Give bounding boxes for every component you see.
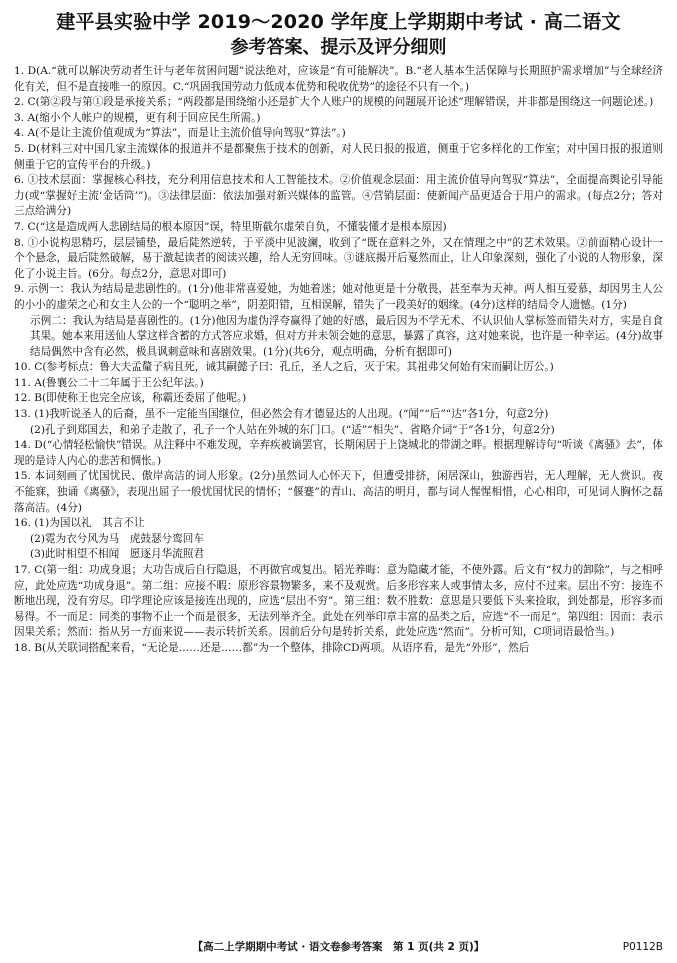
answer-item-4: 4. A(不是让主流价值观成为“算法”，而是让主流价值导向驾驭“算法”。) [14,127,346,140]
answer-item-3: 3. A(缩小个人帐户的规模，更有利于回应民生所需。) [14,111,261,124]
answer-item-8: 8. ①小说构思精巧，层层铺垫，最后陡然逆转，于平淡中见波澜，收到了“既在意料之外，又在情理之中”的艺术效果。②前面精心设计一个个悬念，最后陡然破解，易于激起读者的阅读兴趣，给人无穷回味。③谜底揭开后戛然而止，让人印象深刻，强化了小说的人物形象，深化了小说主旨。(6分。每点2分，意思对即可) [14,236,663,280]
answer-item-5: 5. D(材料三对中国几家主流媒体的报道并不是都聚焦于技术的创新，对人民日报的报道，侧重于它多样化的工作室；对中国日报的报道则侧重于它的宣传平台的升级。) [14,142,663,171]
answer-item-9-example-1: 9. 示例一：我认为结局是悲剧性的。(1分)他非常喜爱她，为她着迷；她对他更是十分敬畏，甚至奉为天神。两人相互爱慕，却因男主人公的小小的虚荣之心和女主人公的一个“聪明之举”，阴差阳错，互相误解，错失了一段美好的姻缘。(4分)这样的结局令人遗憾。(1分) [14,283,663,311]
footer-paper-code: P0112B [622,941,663,953]
answer-item-11: 11. A(鲁襄公二十二年属于王公纪年法。) [14,376,204,389]
answer-item-16-part-3: (3)此时相望不相闻 愿逐月华流照君 [30,548,204,561]
answer-item-13-part-1: 13. (1)我听说圣人的后裔，虽不一定能当国继位，但必然会有才德显达的人出现。(“闻”“后”“达”各1分，句意2分) [14,408,549,421]
answer-item-14: 14. D(“心情轻松愉快”错误。从注释中不难发现，辛弃疾被谪罢官，长期闲居于上饶城北的带湖之畔。根据理解诗句“听谈《离骚》去”，体现的是诗人内心的悲苦和惆怅。) [14,439,663,467]
answer-item-9-example-2: 示例二：我认为结局是喜剧性的。(1分)他因为虚伪浮夸赢得了她的好感，最后因为不学无术、不认识仙人掌标签而错失对方，实是自食其果。她本来用送仙人掌这样含蓄的方式答应求婚，但对方并未领会她的意思，暴露了真容，这对她来说，也许是一种幸运。(4分)故事结局偶然中含有必然，极具讽刺意味和喜剧效果。(1分)(共6分，观点明确，分析有据即可) [30,314,663,358]
answer-item-2: 2. C(第②段与第①段是承接关系；“两段都是围绕缩小还是扩大个人账户的规模的问题展开论述”理解错误，并非都是围绕这一问题论述。) [14,96,654,109]
answer-item-12: 12. B(即使称王也完全应该，称霸还委屈了他呢。) [14,392,247,405]
answer-item-18: 18. B(从关联词搭配来看，“无论是……还是……都”为一个整体，排除CD两项。从语序看，是先“外形”，然后 [14,641,530,654]
page-title: 建平县实验中学 2019～2020 学年度上学期期中考试 · 高二语文 [56,11,621,33]
answer-item-10: 10. C(参考标点：鲁大夫孟釐子病且死，诫其嗣懿子曰：孔丘，圣人之后，灭于宋。其祖弗父何始有宋而嗣让厉公。) [14,361,554,374]
answer-item-6: 6. ①技术层面：掌握核心科技，充分利用信息技术和人工智能技术。②价值观念层面：用主流价值导向驾驭“算法”，全面提高舆论引导能力(或“掌握好主流‘金话筒’”)。③法律层面：依法加强对新兴媒体的监管。④营销层面：使新闻产品更适合于用户的需求。(每点2分；答对三点给满分) [14,174,663,218]
answer-item-1: 1. D(A.“就可以解决劳动者生计与老年贫困问题”说法绝对，应该是“有可能解决”。B.“老人基本生活保障与长期照护需求增加”与全球经济化有关，但不是直接唯一的原因。C.“巩固我国劳动力低成本优势和税收优势”的途径不只有一个。) [14,65,663,93]
answer-item-7: 7. C(“这是造成两人悲剧结局的根本原因”误，特里斯截尔虚荣自负，不懂装懂才是根本原因) [14,220,447,233]
answer-item-15: 15. 本词刻画了忧国忧民、傲岸高洁的词人形象。(2分)虽然词人心怀天下，但遭受排挤，闲居深山，独游西岩，无人理解，无人赏识。夜不能寐，独诵《离骚》，表现出屈子一般忧国忧民的情怀；“偃蹇”的青山、高洁的明月，都与词人惺惺相惜，心心相印，可见词人胸怀之磊落高洁。(4分) [14,470,663,514]
answer-item-13-part-2: (2)孔子到郑国去，和弟子走散了，孔子一个人站在外城的东门口。(“适”“相失”、省略介词“于”各1分，句意2分) [30,423,555,436]
answer-list [14,64,663,657]
answer-item-16-part-1: 16. (1)为国以礼 其言不让 [14,517,145,530]
page-footer [0,938,677,956]
page-subtitle: 参考答案、提示及评分细则 [230,37,447,58]
answer-item-17: 17. C(第一组：功成身退；大功告成后自行隐退，不再做官或复出。韬光养晦：意为隐藏才能，不使外露。后文有“权力的卸除”，与之相呼应，此处应选“功成身退”。第二组：应接不暇：原形容景物繁多，来不及观赏。后多形容来人或事情太多，应付不过来。层出不穷：接连不断地出现，没有穷尽。印学理论应该是接连出现的，应选“层出不穷”。第三组：数不胜数：意思是只要低下头来捡取，到处都是，形容多而易得。不一而足：同类的事物不止一个而是很多，无法列举齐全。此处在列举印章丰富的品类之后，应选“不一而足”。第四组：因而：表示因果关系；然而：指从另一方面来说——表示转折关系。因前后分句是转折关系，此处应选“然而”。分析可知，C项词语最恰当。) [14,564,663,639]
answer-item-16-part-2: (2)霓为衣兮风为马 虎鼓瑟兮鸾回车 [30,532,204,545]
footer-page-info: 【高二上学期期中考试 · 语文卷参考答案 第 1 页(共 2 页)】 [192,941,485,953]
